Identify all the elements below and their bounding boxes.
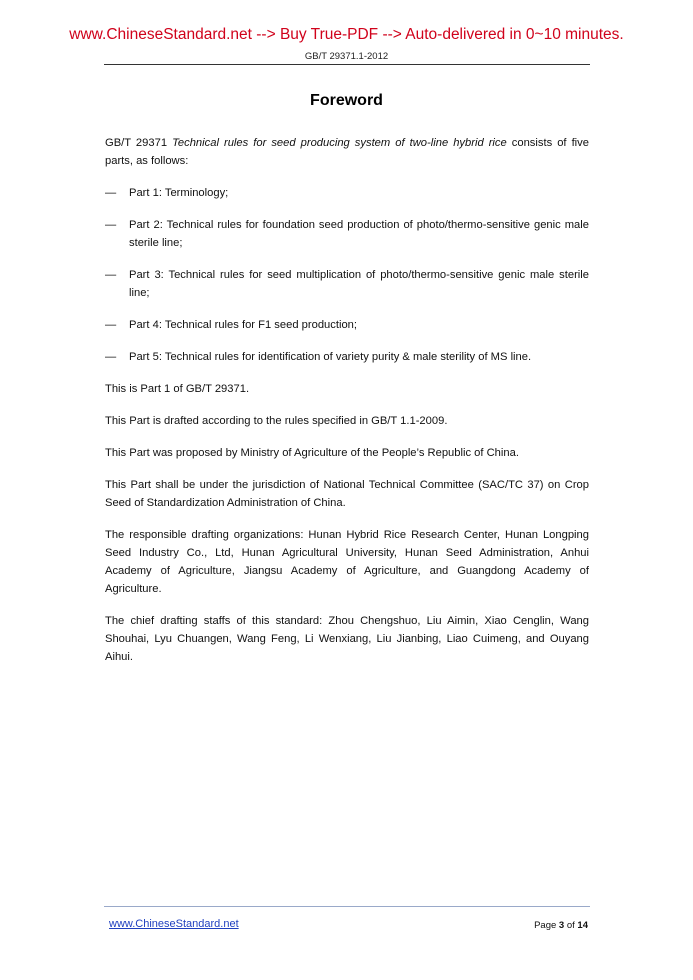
list-item-text: Part 1: Terminology; [129,187,229,199]
page-total: 14 [577,920,588,931]
promo-banner[interactable]: www.ChineseStandard.net --> Buy True-PDF --> Auto-delivered in 0~10 minutes. [69,26,624,43]
paragraph-drafting-rules: This Part is drafted according to the rules specified in GB/T 1.1-2009. [105,415,448,427]
header-divider [104,64,590,65]
page-title: Foreword [310,92,383,109]
list-item-text: Part 4: Technical rules for F1 seed production; [129,319,358,331]
page-number [534,920,588,931]
page-current: 3 [558,920,565,931]
list-item-text: Part 2: Technical rules for foundation seed production of photo/thermo-sensitive genic male sterile line; [129,219,589,249]
dash-bullet: — [105,269,117,281]
paragraph-jurisdiction: This Part shall be under the jurisdiction of National Technical Committee (SAC/TC 37) on Crop Seed of Standardization Administration of China. [105,479,589,509]
intro-suffix: consists of five parts, as follows: [105,137,589,167]
paragraph-part-of: This is Part 1 of GB/T 29371. [105,383,250,395]
list-item-part-4 [105,316,589,334]
page-of: of [564,920,578,931]
footer-website-link[interactable]: www.ChineseStandard.net [109,918,239,930]
intro-prefix: GB/T 29371 [105,137,173,149]
intro-paragraph [105,134,589,170]
paragraph-drafting-organizations: The responsible drafting organizations: Hunan Hybrid Rice Research Center, Hunan Longping Seed Industry Co., Ltd, Hunan Agricultural University, Hunan Seed Administration, Anhui Academy of Agriculture, Jiangsu Academy of Agriculture, and Guangdong Academy of Agriculture. [105,529,589,595]
list-item-part-5 [105,348,589,366]
list-item-part-1 [105,184,589,202]
paragraph-drafting-staff: The chief drafting staffs of this standard: Zhou Chengshuo, Liu Aimin, Xiao Cenglin, Wang Shouhai, Lyu Chuangen, Wang Feng, Li Wenxiang, Liu Jianbing, Liao Cuimeng, and Ouyang Aihui. [105,615,589,663]
list-item-part-2 [105,216,589,252]
paragraph-proposed-by: This Part was proposed by Ministry of Agriculture of the People’s Republic of China. [105,447,519,459]
page-label: Page [534,920,559,931]
dash-bullet: — [105,351,117,363]
standard-title-italic: Technical rules for seed producing system of two-line hybrid rice [172,137,507,149]
list-item-part-3 [105,266,589,302]
list-item-text: Part 5: Technical rules for identification of variety purity & male sterility of MS line. [129,351,532,363]
foreword-body [105,134,589,680]
footer-divider [104,906,590,907]
dash-bullet: — [105,319,117,331]
standard-code-header: GB/T 29371.1-2012 [304,51,389,62]
list-item-text: Part 3: Technical rules for seed multiplication of photo/thermo-sensitive genic male sterile line; [129,269,589,299]
dash-bullet: — [105,219,117,231]
dash-bullet: — [105,187,117,199]
